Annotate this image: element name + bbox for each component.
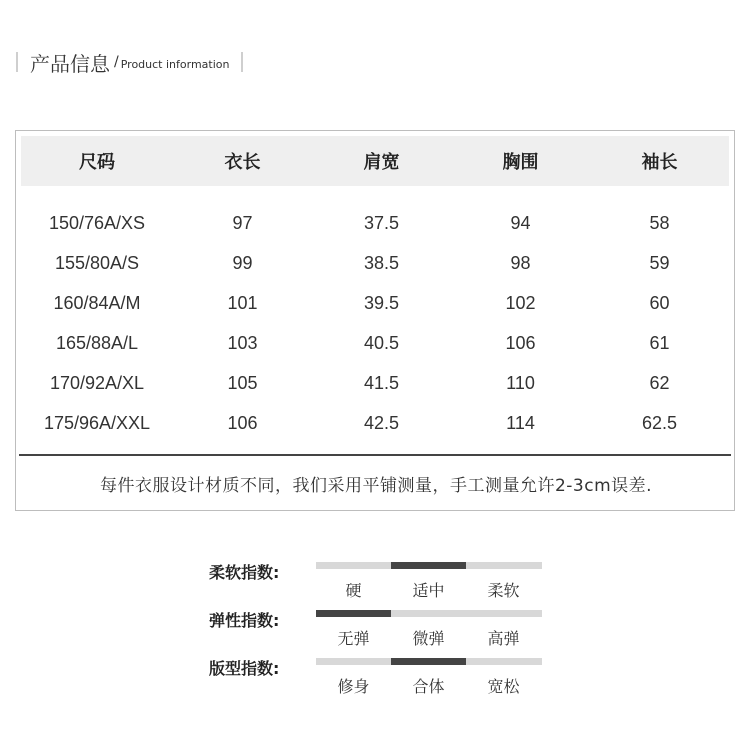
table-cell: 38.5 xyxy=(363,252,400,273)
index-option: 硬 xyxy=(345,581,362,600)
table-cell: 98 xyxy=(510,252,531,273)
table-cell: 99 xyxy=(232,252,253,273)
index-indicator xyxy=(391,658,466,665)
column-header: 衣长 xyxy=(224,152,261,173)
softness-index xyxy=(205,560,545,608)
index-option: 修身 xyxy=(337,677,370,696)
title-left-divider xyxy=(16,52,18,72)
index-option: 合体 xyxy=(412,677,445,696)
table-cell: 37.5 xyxy=(363,212,400,233)
table-cell: 114 xyxy=(506,412,535,433)
index-scale-bar xyxy=(316,658,542,665)
index-options xyxy=(316,626,542,649)
table-row xyxy=(21,403,729,443)
table-cell: 155/80A/S xyxy=(54,252,140,273)
index-option: 柔软 xyxy=(487,581,520,600)
table-cell: 150/76A/XS xyxy=(48,212,146,233)
fabric-indices xyxy=(205,560,545,704)
table-cell: 101 xyxy=(227,292,258,313)
table-cell: 62.5 xyxy=(641,412,678,433)
table-cell: 41.5 xyxy=(363,372,400,393)
title-separator: / xyxy=(114,54,119,70)
index-option: 适中 xyxy=(412,581,445,600)
index-indicator xyxy=(316,610,391,617)
table-cell: 40.5 xyxy=(363,332,400,353)
table-cell: 62 xyxy=(649,372,670,393)
index-options xyxy=(316,674,542,697)
table-cell: 58 xyxy=(649,212,670,233)
table-cell: 110 xyxy=(506,372,535,393)
elasticity-index xyxy=(205,608,545,656)
index-label: 版型指数: xyxy=(209,659,280,678)
index-option: 宽松 xyxy=(487,677,520,696)
index-scale-bar xyxy=(316,562,542,569)
table-row xyxy=(21,283,729,323)
table-cell: 61 xyxy=(649,332,670,353)
table-row xyxy=(21,243,729,283)
table-cell: 105 xyxy=(227,372,258,393)
column-header: 肩宽 xyxy=(363,152,400,173)
table-divider xyxy=(19,454,731,456)
column-header: 胸围 xyxy=(502,152,539,173)
size-table-header xyxy=(21,136,729,186)
index-option: 微弹 xyxy=(412,629,445,648)
table-cell: 97 xyxy=(232,212,253,233)
index-option: 无弹 xyxy=(337,629,370,648)
table-row xyxy=(21,363,729,403)
size-chart xyxy=(15,130,735,511)
table-cell: 102 xyxy=(505,292,536,313)
table-cell: 165/88A/L xyxy=(55,332,139,353)
table-cell: 106 xyxy=(505,332,536,353)
table-cell: 160/84A/M xyxy=(53,292,141,313)
section-title-bar xyxy=(16,50,243,74)
table-cell: 103 xyxy=(227,332,258,353)
index-label: 柔软指数: xyxy=(209,563,280,582)
table-cell: 39.5 xyxy=(363,292,400,313)
table-cell: 106 xyxy=(227,412,258,433)
table-cell: 175/96A/XXL xyxy=(43,412,151,433)
column-header: 袖长 xyxy=(641,152,678,173)
size-table-body xyxy=(21,203,729,443)
measurement-note: 每件衣服设计材质不同，我们采用平铺测量，手工测量允许2-3cm误差. xyxy=(99,476,653,496)
title-right-divider xyxy=(241,52,243,72)
table-cell: 59 xyxy=(649,252,670,273)
section-title: 产品信息 xyxy=(30,51,110,76)
index-indicator xyxy=(391,562,466,569)
index-scale-bar xyxy=(316,610,542,617)
table-row xyxy=(21,323,729,363)
index-label: 弹性指数: xyxy=(209,611,280,630)
table-cell: 42.5 xyxy=(363,412,400,433)
index-option: 高弹 xyxy=(487,629,520,648)
section-subtitle: Product information xyxy=(120,57,230,71)
column-header: 尺码 xyxy=(79,152,115,173)
fit-index xyxy=(205,656,545,704)
index-options xyxy=(316,578,542,601)
table-cell: 94 xyxy=(510,212,531,233)
table-cell: 170/92A/XL xyxy=(49,372,145,393)
table-row xyxy=(21,203,729,243)
table-cell: 60 xyxy=(649,292,670,313)
